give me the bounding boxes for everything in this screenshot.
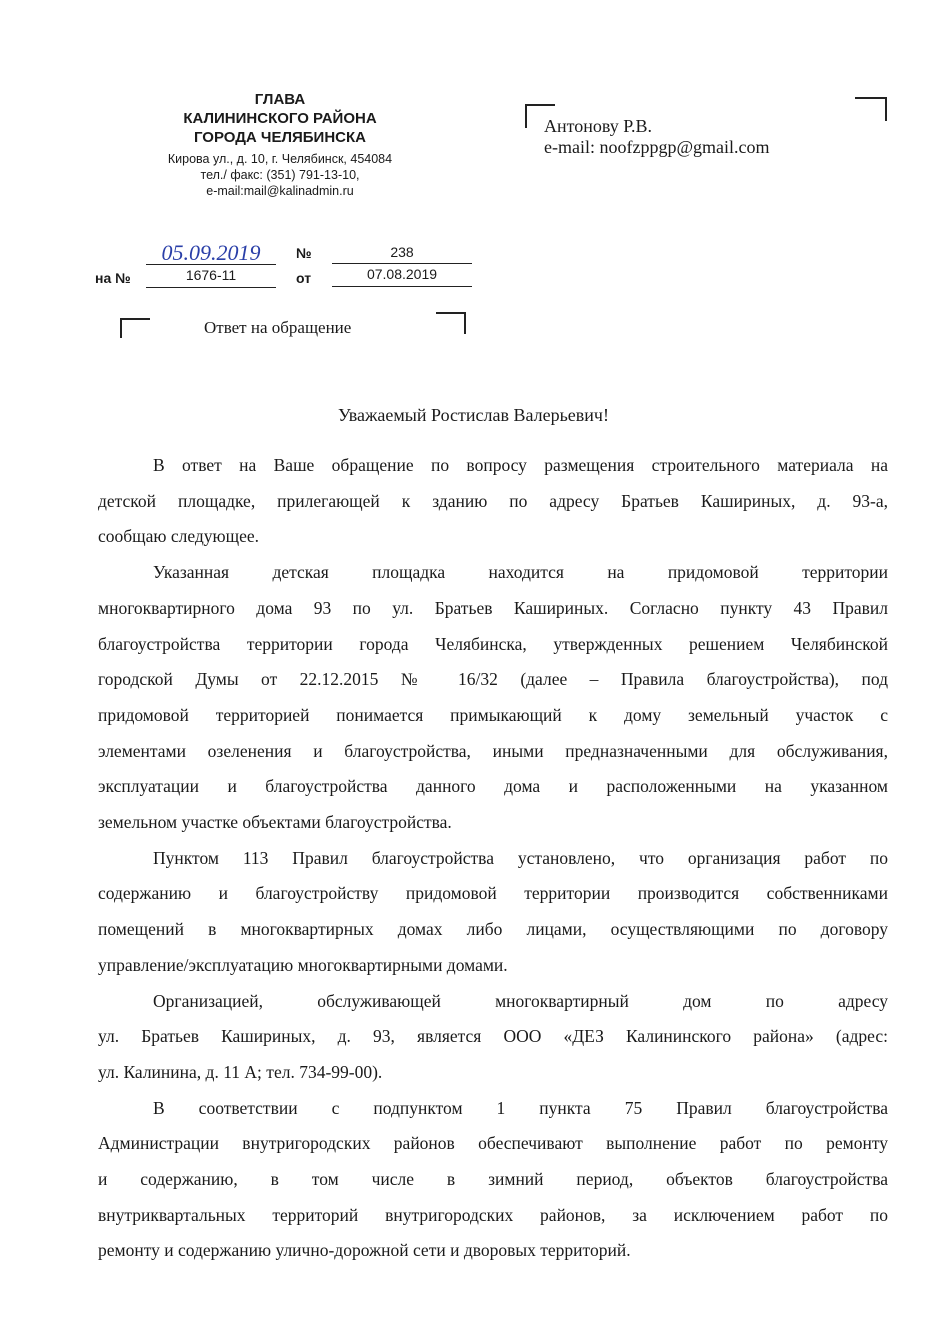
sender-title-2: КАЛИНИНСКОГО РАЙОНА xyxy=(183,110,377,127)
number-label: № xyxy=(296,245,312,261)
paragraph-5-line: внутриквартальных территорий внутригородских районов, за исключением работ по xyxy=(98,1204,888,1225)
paragraph-1-line: В ответ на Ваше обращение по вопросу размещения строительного материала на xyxy=(153,455,888,475)
corner-mark-right xyxy=(436,312,466,334)
paragraph-2-line: земельном участке объектами благоустройства. xyxy=(98,812,452,832)
paragraph-3-line: содержанию и благоустройству придомовой территории производится собственниками xyxy=(98,883,888,904)
sender-title-3: ГОРОДА ЧЕЛЯБИНСКА xyxy=(193,129,366,146)
ref-date: 07.08.2019 xyxy=(332,266,472,287)
paragraph-4-line: ул. Братьев Кашириных, д. 93, является ООО «ДЕЗ Калининского района» (адрес: xyxy=(98,1026,888,1047)
paragraph-3-line: Пунктом 113 Правил благоустройства установлено, что организация работ по xyxy=(153,847,888,868)
handwritten-date: 05.09.2019 xyxy=(161,240,261,265)
paragraph-5-line: В соответствии с подпунктом 1 пункта 75 Правил благоустройства xyxy=(153,1097,888,1118)
corner-mark-recipient-right xyxy=(855,97,887,121)
paragraph-5-line: Администрации внутригородских районов обеспечивают выполнение работ по ремонту xyxy=(98,1133,888,1154)
paragraph-3-line: помещений в многоквартирных домах либо лицами, осуществляющими по договору xyxy=(98,919,888,940)
paragraph-2-line: элементами озеленения и благоустройства, иными предназначенными для обслуживания, xyxy=(98,740,888,761)
paragraph-4-line: ул. Калинина, д. 11 А; тел. 734-99-00). xyxy=(98,1061,383,1082)
ref-number: 1676-11 xyxy=(146,267,276,288)
from-label: от xyxy=(296,270,312,286)
paragraph-5-line: ремонту и содержанию улично-дорожной сети и дворовых территорий. xyxy=(98,1240,631,1261)
paragraph-3-line: управление/эксплуатацию многоквартирными домами. xyxy=(98,954,508,975)
recipient-name: Антонову Р.В. xyxy=(544,116,653,136)
sender-phone: тел./ факс: (351) 791-13-10, xyxy=(200,168,360,182)
paragraph-2-line: многоквартирного дома 93 по ул. Братьев Кашириных. Согласно пункту 43 Правил xyxy=(98,597,888,618)
salutation: Уважаемый Ростислав Валерьевич! xyxy=(338,405,609,425)
paragraph-2-line: благоустройства территории города Челябинска, утвержденных решением Челябинской xyxy=(98,633,888,654)
outgoing-number: 238 xyxy=(332,244,472,264)
paragraph-4-line: Организацией, обслуживающей многоквартирный дом по адресу xyxy=(153,990,888,1011)
paragraph-2-line: городской Думы от 22.12.2015 № 16/32 (далее – Правила благоустройства), под xyxy=(98,669,888,690)
paragraph-2-line: эксплуатации и благоустройства данного дома и расположенными на указанном xyxy=(98,776,888,797)
paragraph-1-line: детской площадке, прилегающей к зданию по адресу Братьев Кашириных, д. 93-а, xyxy=(98,490,888,511)
sender-address: Кирова ул., д. 10, г. Челябинск, 454084 xyxy=(167,152,393,166)
paragraph-1-line: сообщаю следующее. xyxy=(98,526,260,547)
paragraph-5-line: и содержанию, в том числе в зимний период, объектов благоустройства xyxy=(98,1169,888,1189)
paragraph-2-line: придомовой территорией понимается примыкающий к дому земельный участок с xyxy=(98,704,888,725)
ref-label: на № xyxy=(95,270,131,286)
corner-mark-left xyxy=(120,318,150,338)
subject: Ответ на обращение xyxy=(204,318,352,337)
sender-email: e-mail:mail@kalinadmin.ru xyxy=(206,184,354,198)
recipient-email: e-mail: noofzppgp@gmail.com xyxy=(544,137,770,157)
sender-title-1: ГЛАВА xyxy=(254,91,306,108)
paragraph-2-line: Указанная детская площадка находится на придомовой территории xyxy=(153,562,888,583)
